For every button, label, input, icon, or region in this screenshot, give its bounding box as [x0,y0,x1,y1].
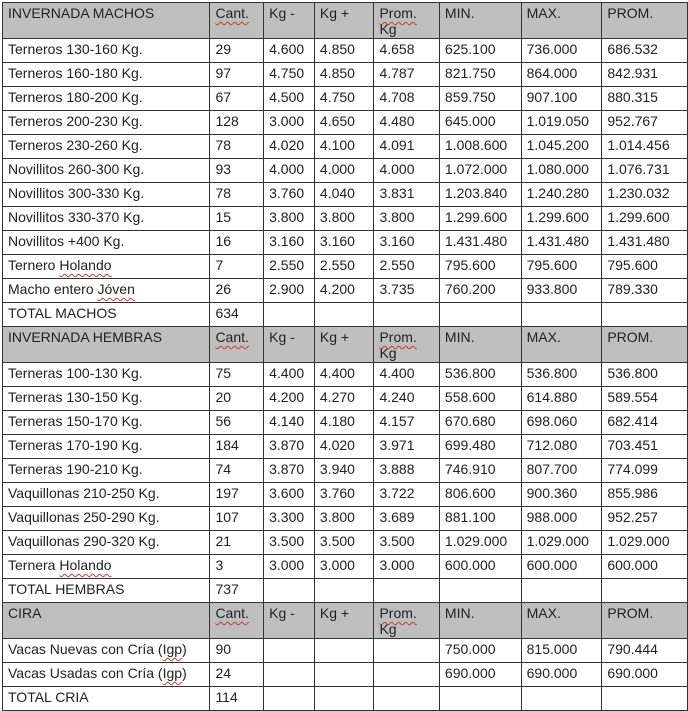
section-header-row [3,327,688,363]
cell-cant: 7 [210,255,264,279]
col-header-prom-kg: Prom. Kg [374,3,439,39]
cell-cant: 90 [210,639,264,663]
cell-min: 1.299.600 [439,207,521,231]
cell-prom-kg: 4.157 [374,411,439,435]
table-row [3,459,688,483]
cell-min: 558.600 [439,387,521,411]
cell-prom-kg: 3.500 [374,531,439,555]
cell-cant: 3 [210,555,264,579]
cell-prom-kg: 4.240 [374,387,439,411]
cell-prom-kg: 4.787 [374,63,439,87]
cell-prom-kg: 3.689 [374,507,439,531]
cell-cant: 78 [210,183,264,207]
cell-max: 1.029.000 [521,531,602,555]
col-header-cant-label: Cant. [215,5,249,21]
cell-prom: 1.014.456 [602,135,688,159]
cell-max: 712.080 [521,435,602,459]
cell-prom: 789.330 [602,279,688,303]
cell-category-label: Terneras 170-190 Kg. [3,435,210,459]
cell-empty [374,303,439,327]
cell-total-label: TOTAL MACHOS [3,303,210,327]
cell-category-label: Terneros 200-230 Kg. [3,111,210,135]
cell-cant: 56 [210,411,264,435]
cell-empty [374,579,439,603]
cell-cant: 16 [210,231,264,255]
table-row [3,39,688,63]
col-header-kg-plus: Kg + [314,603,374,639]
col-header-min: MIN. [439,327,521,363]
livestock-price-table [2,2,688,711]
cell-kg-plus: 2.550 [314,255,374,279]
misspelled-word: Jóven [97,281,135,297]
cell-prom-kg: 3.971 [374,435,439,459]
cell-kg-plus: 4.100 [314,135,374,159]
cell-kg-plus: 4.750 [314,87,374,111]
cell-min: 1.203.840 [439,183,521,207]
cell-prom: 1.230.032 [602,183,688,207]
cell-cant: 97 [210,63,264,87]
cell-max: 1.299.600 [521,207,602,231]
cell-empty [439,687,521,711]
cell-kg-plus: 4.650 [314,111,374,135]
cell-kg-minus: 3.300 [264,507,315,531]
cell-empty [602,579,688,603]
col-header-prom: PROM. [602,603,688,639]
cell-prom-kg: 4.658 [374,39,439,63]
cell-prom: 703.451 [602,435,688,459]
cell-max: 795.600 [521,255,602,279]
misspelled-word: Holando [59,257,112,273]
cell-prom: 600.000 [602,555,688,579]
cell-min: 760.200 [439,279,521,303]
col-header-prom: PROM. [602,3,688,39]
cell-category-label: Vaquillonas 250-290 Kg. [3,507,210,531]
cell-min: 881.100 [439,507,521,531]
cell-cant: 93 [210,159,264,183]
cell-kg-plus: 3.500 [314,531,374,555]
table-row [3,387,688,411]
col-header-prom-label: Prom. [379,5,417,21]
cell-empty [314,303,374,327]
cell-kg-plus: 4.200 [314,279,374,303]
col-header-min: MIN. [439,3,521,39]
cell-kg-plus: 4.040 [314,183,374,207]
cell-prom: 589.554 [602,387,688,411]
cell-total-label: TOTAL HEMBRAS [3,579,210,603]
cell-kg-minus: 4.200 [264,387,315,411]
cell-prom-kg: 3.888 [374,459,439,483]
col-header-kg-minus: Kg - [264,3,315,39]
cell-category-label: Terneras 190-210 Kg. [3,459,210,483]
col-header-prom-kg: Prom. Kg [374,327,439,363]
cell-min: 1.029.000 [439,531,521,555]
misspelled-word: Igp [162,641,183,657]
cell-max: 1.045.200 [521,135,602,159]
cell-empty [264,303,315,327]
total-row [3,687,688,711]
cell-prom-kg: 3.831 [374,183,439,207]
cell-max: 815.000 [521,639,602,663]
cell-cant: 128 [210,111,264,135]
cell-kg-plus: 3.800 [314,207,374,231]
cell-total-label: TOTAL CRIA [3,687,210,711]
cell-category-label: Macho entero Jóven [3,279,210,303]
cell-min: 690.000 [439,663,521,687]
cell-category-label: Novillitos 330-370 Kg. [3,207,210,231]
cell-cant: 20 [210,387,264,411]
cell-min: 600.000 [439,555,521,579]
cell-kg-plus: 4.270 [314,387,374,411]
total-row [3,303,688,327]
cell-prom-kg: 4.000 [374,159,439,183]
cell-prom-kg: 4.400 [374,363,439,387]
cell-kg-minus [264,639,315,663]
cell-min: 806.600 [439,483,521,507]
cell-max: 614.880 [521,387,602,411]
cell-min: 536.800 [439,363,521,387]
col-header-cant-label: Cant. [215,605,249,621]
section-title-cell: INVERNADA MACHOS [3,3,210,39]
col-header-prom: PROM. [602,327,688,363]
table-row [3,507,688,531]
cell-min: 670.680 [439,411,521,435]
table-row [3,135,688,159]
cell-kg-minus: 3.800 [264,207,315,231]
col-header-max: MAX. [521,3,602,39]
cell-kg-minus: 3.870 [264,459,315,483]
cell-prom: 686.532 [602,39,688,63]
cell-prom: 952.767 [602,111,688,135]
cell-kg-minus: 3.000 [264,111,315,135]
cell-prom-kg: 3.160 [374,231,439,255]
table-row [3,255,688,279]
col-header-kg-minus: Kg - [264,327,315,363]
cell-prom: 952.257 [602,507,688,531]
cell-kg-plus: 4.020 [314,435,374,459]
cell-prom-kg: 4.091 [374,135,439,159]
cell-empty [314,687,374,711]
cell-kg-minus: 3.500 [264,531,315,555]
cell-cant: 74 [210,459,264,483]
cell-kg-plus: 4.850 [314,39,374,63]
cell-category-label: Ternero Holando [3,255,210,279]
cell-max: 1.240.280 [521,183,602,207]
section-title-cell: INVERNADA HEMBRAS [3,327,210,363]
col-header-prom-label: Prom. [379,329,417,345]
cell-kg-minus: 4.600 [264,39,315,63]
section-header-row [3,3,688,39]
table-row [3,87,688,111]
cell-min: 645.000 [439,111,521,135]
cell-prom-kg: 3.000 [374,555,439,579]
cell-min: 1.431.480 [439,231,521,255]
cell-total-cant: 114 [210,687,264,711]
cell-prom: 690.000 [602,663,688,687]
cell-kg-minus: 3.600 [264,483,315,507]
col-header-kg-plus: Kg + [314,3,374,39]
cell-category-label: Novillitos +400 Kg. [3,231,210,255]
table-row [3,111,688,135]
cell-category-label: Vaquillonas 290-320 Kg. [3,531,210,555]
cell-empty [264,687,315,711]
cell-kg-plus: 3.160 [314,231,374,255]
col-header-cant [210,327,264,363]
cell-empty [602,687,688,711]
table-row [3,483,688,507]
cell-prom-kg: 4.708 [374,87,439,111]
total-row [3,579,688,603]
section-header-row [3,603,688,639]
cell-kg-plus: 3.000 [314,555,374,579]
cell-prom-kg: 3.735 [374,279,439,303]
cell-max: 933.800 [521,279,602,303]
table-row [3,183,688,207]
cell-category-label: Ternera Holando [3,555,210,579]
table-row [3,639,688,663]
cell-prom-kg: 3.722 [374,483,439,507]
cell-category-label: Terneros 130-160 Kg. [3,39,210,63]
cell-prom-kg: 4.480 [374,111,439,135]
cell-max: 1.080.000 [521,159,602,183]
cell-prom: 774.099 [602,459,688,483]
cell-total-cant: 737 [210,579,264,603]
cell-kg-plus: 3.940 [314,459,374,483]
cell-empty [521,687,602,711]
cell-min: 859.750 [439,87,521,111]
cell-max: 864.000 [521,63,602,87]
cell-kg-minus: 4.750 [264,63,315,87]
cell-kg-minus: 4.020 [264,135,315,159]
cell-cant: 197 [210,483,264,507]
cell-kg-minus: 3.000 [264,555,315,579]
cell-kg-plus: 3.800 [314,507,374,531]
cell-kg-minus: 4.400 [264,363,315,387]
cell-empty [602,303,688,327]
col-header-prom-kg: Prom. Kg [374,603,439,639]
cell-empty [439,579,521,603]
cell-prom: 790.444 [602,639,688,663]
cell-prom-kg: 3.800 [374,207,439,231]
col-header-max: MAX. [521,327,602,363]
cell-prom: 1.029.000 [602,531,688,555]
table-row [3,207,688,231]
cell-min: 699.480 [439,435,521,459]
cell-kg-minus: 4.000 [264,159,315,183]
cell-cant: 107 [210,507,264,531]
table-row [3,363,688,387]
cell-prom-kg: 2.550 [374,255,439,279]
cell-min: 746.910 [439,459,521,483]
cell-kg-plus: 4.180 [314,411,374,435]
cell-max: 690.000 [521,663,602,687]
cell-max: 1.431.480 [521,231,602,255]
cell-empty [374,687,439,711]
cell-cant: 24 [210,663,264,687]
cell-prom: 1.431.480 [602,231,688,255]
cell-max: 698.060 [521,411,602,435]
col-header-min: MIN. [439,603,521,639]
cell-max: 807.700 [521,459,602,483]
cell-kg-minus: 2.900 [264,279,315,303]
cell-category-label: Terneros 160-180 Kg. [3,63,210,87]
col-header-kg-minus: Kg - [264,603,315,639]
cell-category-label: Terneras 150-170 Kg. [3,411,210,435]
cell-kg-minus: 3.870 [264,435,315,459]
cell-max: 1.019.050 [521,111,602,135]
cell-min: 625.100 [439,39,521,63]
cell-max: 600.000 [521,555,602,579]
cell-cant: 21 [210,531,264,555]
cell-max: 736.000 [521,39,602,63]
cell-category-label: Terneros 230-260 Kg. [3,135,210,159]
cell-category-label: Terneras 130-150 Kg. [3,387,210,411]
misspelled-word: Igp [162,665,183,681]
cell-max: 536.800 [521,363,602,387]
cell-category-label: Novillitos 300-330 Kg. [3,183,210,207]
table-row [3,231,688,255]
cell-category-label: Terneros 180-200 Kg. [3,87,210,111]
cell-kg-plus: 4.000 [314,159,374,183]
cell-min: 821.750 [439,63,521,87]
cell-category-label: Terneras 100-130 Kg. [3,363,210,387]
cell-cant: 29 [210,39,264,63]
cell-empty [264,579,315,603]
cell-cant: 184 [210,435,264,459]
cell-kg-minus: 3.160 [264,231,315,255]
cell-prom: 1.299.600 [602,207,688,231]
cell-prom: 795.600 [602,255,688,279]
cell-category-label: Novillitos 260-300 Kg. [3,159,210,183]
cell-cant: 78 [210,135,264,159]
cell-kg-plus: 4.850 [314,63,374,87]
cell-empty [439,303,521,327]
cell-min: 1.072.000 [439,159,521,183]
cell-category-label: Vaquillonas 210-250 Kg. [3,483,210,507]
col-header-prom-label: Prom. [379,605,417,621]
cell-kg-plus: 3.760 [314,483,374,507]
cell-prom: 682.414 [602,411,688,435]
cell-kg-minus: 4.140 [264,411,315,435]
col-header-kg-plus: Kg + [314,327,374,363]
cell-kg-minus: 2.550 [264,255,315,279]
misspelled-word: Holando [59,557,112,573]
cell-kg-plus [314,639,374,663]
table-row [3,279,688,303]
section-title-cell: CIRA [3,603,210,639]
cell-kg-plus: 4.400 [314,363,374,387]
table-row [3,63,688,87]
table-row [3,435,688,459]
cell-kg-minus: 3.760 [264,183,315,207]
cell-prom: 880.315 [602,87,688,111]
cell-min: 750.000 [439,639,521,663]
cell-prom: 1.076.731 [602,159,688,183]
col-header-cant [210,3,264,39]
col-header-cant-label: Cant. [215,329,249,345]
cell-total-cant: 634 [210,303,264,327]
cell-empty [521,579,602,603]
cell-prom-kg [374,639,439,663]
cell-kg-minus: 4.500 [264,87,315,111]
col-header-cant [210,603,264,639]
cell-category-label: Vacas Nuevas con Cría (Igp) [3,639,210,663]
cell-empty [521,303,602,327]
cell-prom: 855.986 [602,483,688,507]
table-row [3,411,688,435]
cell-cant: 75 [210,363,264,387]
cell-max: 907.100 [521,87,602,111]
cell-category-label: Vacas Usadas con Cría (Igp) [3,663,210,687]
cell-max: 988.000 [521,507,602,531]
table-body [3,3,688,711]
cell-prom: 536.800 [602,363,688,387]
cell-cant: 15 [210,207,264,231]
table-row [3,531,688,555]
cell-min: 1.008.600 [439,135,521,159]
table-row [3,555,688,579]
cell-cant: 26 [210,279,264,303]
col-header-max: MAX. [521,603,602,639]
cell-max: 900.360 [521,483,602,507]
cell-cant: 67 [210,87,264,111]
table-row [3,159,688,183]
cell-prom: 842.931 [602,63,688,87]
cell-empty [314,579,374,603]
cell-min: 795.600 [439,255,521,279]
